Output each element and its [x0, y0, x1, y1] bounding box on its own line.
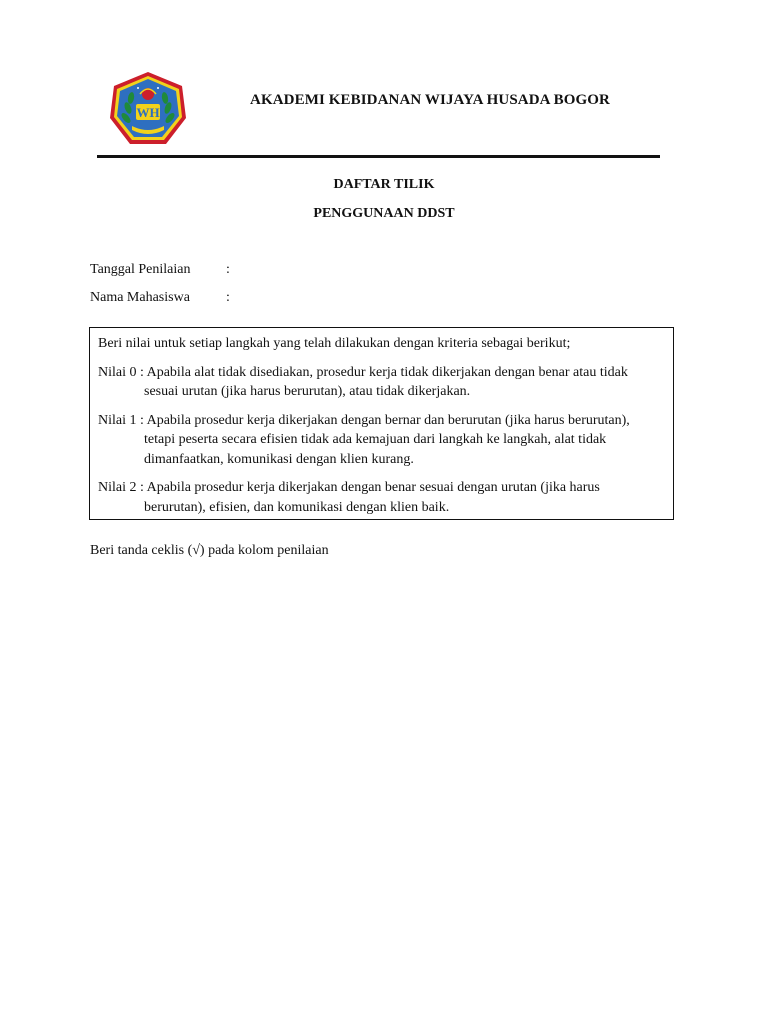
field-tanggal-penilaian: [90, 262, 230, 278]
document-title: DAFTAR TILIK: [333, 177, 435, 192]
criteria-nilai-1: Nilai 1 : Apabila prosedur kerja dikerjakan dengan bernar dan berurutan (jika harus berurutan), tetapi peserta secara efisien tidak ada kemajuan dari langkah ke langkah, alat tidak dimanfaatkan, komunikasi dengan klien kurang.: [98, 412, 630, 467]
document-subtitle: PENGGUNAAN DDST: [313, 206, 455, 221]
instruction-text: Beri tanda ceklis (√) pada kolom penilaian: [90, 543, 329, 558]
akademi-kebidanan-crest-icon: [108, 70, 188, 148]
field-label: Tanggal Penilaian: [90, 262, 191, 277]
field-nama-mahasiswa: [90, 290, 230, 306]
criteria-nilai-2: Nilai 2 : Apabila prosedur kerja dikerjakan dengan benar sesuai dengan urutan (jika harus berurutan), efisien, dan komunikasi dengan klien baik.: [98, 480, 600, 515]
field-separator: :: [226, 262, 230, 277]
institution-name: AKADEMI KEBIDANAN WIJAYA HUSADA BOGOR: [250, 92, 610, 108]
logo-text: WH: [136, 105, 160, 120]
logo: [108, 70, 188, 148]
header-divider: [97, 155, 660, 158]
criteria-intro: Beri nilai untuk setiap langkah yang telah dilakukan dengan kriteria sebagai berikut;: [98, 336, 571, 351]
field-separator: :: [226, 290, 230, 305]
criteria-box: [89, 327, 674, 520]
field-label: Nama Mahasiswa: [90, 290, 190, 305]
criteria-nilai-0: Nilai 0 : Apabila alat tidak disediakan, prosedur kerja tidak dikerjakan dengan benar atau tidak sesuai urutan (jika harus berurutan), atau tidak dikerjakan.: [98, 364, 628, 399]
